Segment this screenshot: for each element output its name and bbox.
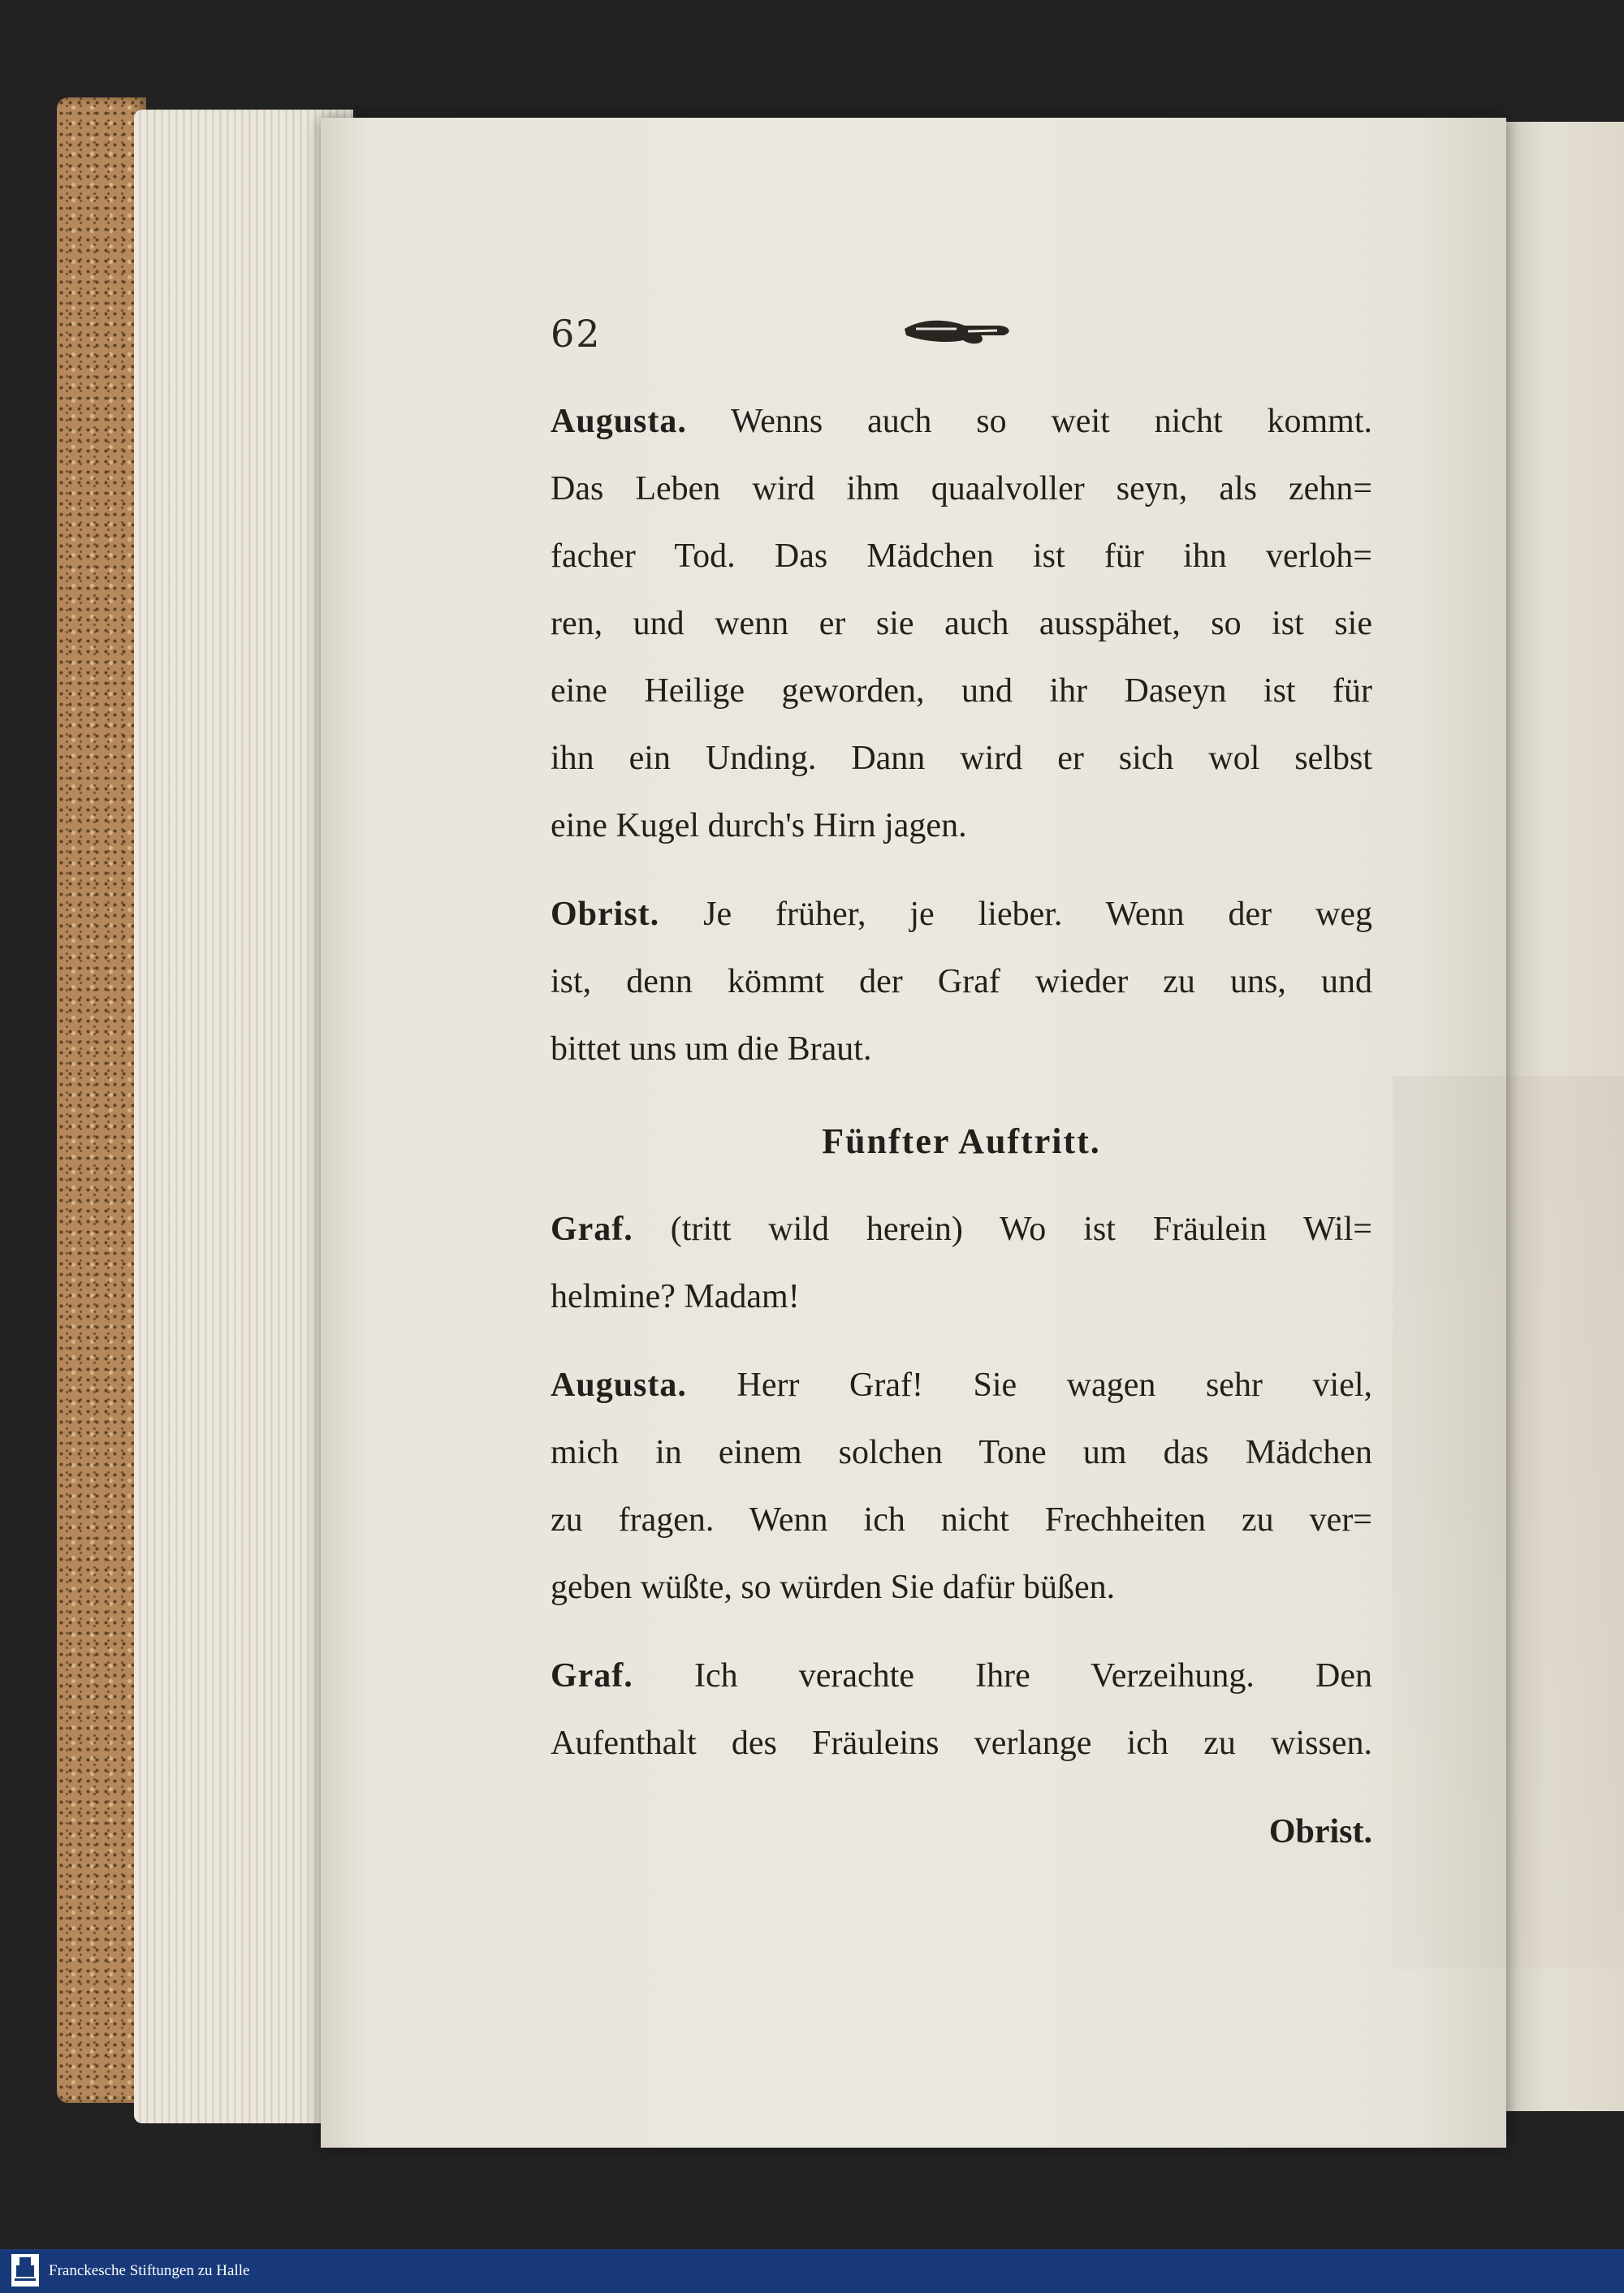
paragraph-gap [551, 860, 1372, 881]
footer-institution-name[interactable]: Franckesche Stiftungen zu Halle [49, 2262, 250, 2279]
text-line: Graf. Ich verachte Ihre Verzeihung. Den [551, 1657, 1372, 1695]
text-line: Obrist. Je früher, je lieber. Wenn der weg [551, 896, 1372, 933]
catchword: Obrist. [1268, 1813, 1372, 1850]
text-line: zu fragen. Wenn ich nicht Frechheiten zu ver= [551, 1501, 1372, 1539]
paragraph-graf-2 [551, 1643, 1372, 1777]
show-through-shadow [1393, 1076, 1624, 1969]
paragraph-augusta-1 [551, 388, 1372, 860]
text-line: facher Tod. Das Mädchen ist für ihn verloh= [551, 538, 1372, 575]
text-line: Augusta. Wenns auch so weit nicht kommt. [551, 403, 1372, 440]
speaker-name: Graf. [551, 1657, 633, 1695]
paragraph-obrist-1 [551, 881, 1372, 1083]
speaker-name: Augusta. [551, 403, 687, 440]
text-line: mich in einem solchen Tone um das Mädchen [551, 1434, 1372, 1471]
text-line: Aufenthalt des Fräuleins verlange ich zu wissen. [551, 1725, 1372, 1762]
book-cover-edge [57, 97, 146, 2103]
speaker-name: Obrist. [551, 896, 660, 933]
page-text [551, 388, 1372, 1866]
text-line: Augusta. Herr Graf! Sie wagen sehr viel, [551, 1367, 1373, 1404]
hand-ornament-icon [900, 311, 1021, 352]
speaker-name: Augusta. [551, 1367, 687, 1404]
text-line: ren, und wenn er sie auch ausspähet, so ist sie [551, 605, 1372, 642]
paragraph-augusta-2 [551, 1352, 1372, 1622]
paragraph-gap [551, 1622, 1372, 1643]
text-line: ist, denn kömmt der Graf wieder zu uns, und [551, 963, 1372, 1000]
paragraph-graf-1 [551, 1196, 1372, 1331]
text-line: ihn ein Unding. Dann wird er sich wol selbst [551, 740, 1372, 777]
text-line: geben wüßte, so würden Sie dafür büßen. [551, 1569, 1116, 1606]
text-line: helmine? Madam! [551, 1278, 800, 1315]
text-line: eine Kugel durch's Hirn jagen. [551, 807, 967, 844]
scene-heading: Fünfter Auftritt. [822, 1121, 1101, 1161]
text-line: bittet uns um die Braut. [551, 1030, 872, 1068]
text-line: eine Heilige geworden, und ihr Daseyn ist für [551, 672, 1372, 710]
paragraph-gap [551, 1331, 1372, 1352]
text-line: Das Leben wird ihm quaalvoller seyn, als zehn= [551, 470, 1372, 507]
institution-logo-icon [11, 2254, 39, 2287]
text-line: Graf. (tritt wild herein) Wo ist Fräulein Wil= [551, 1211, 1372, 1248]
speaker-name: Graf. [551, 1211, 633, 1248]
page-number: 62 [551, 312, 602, 356]
